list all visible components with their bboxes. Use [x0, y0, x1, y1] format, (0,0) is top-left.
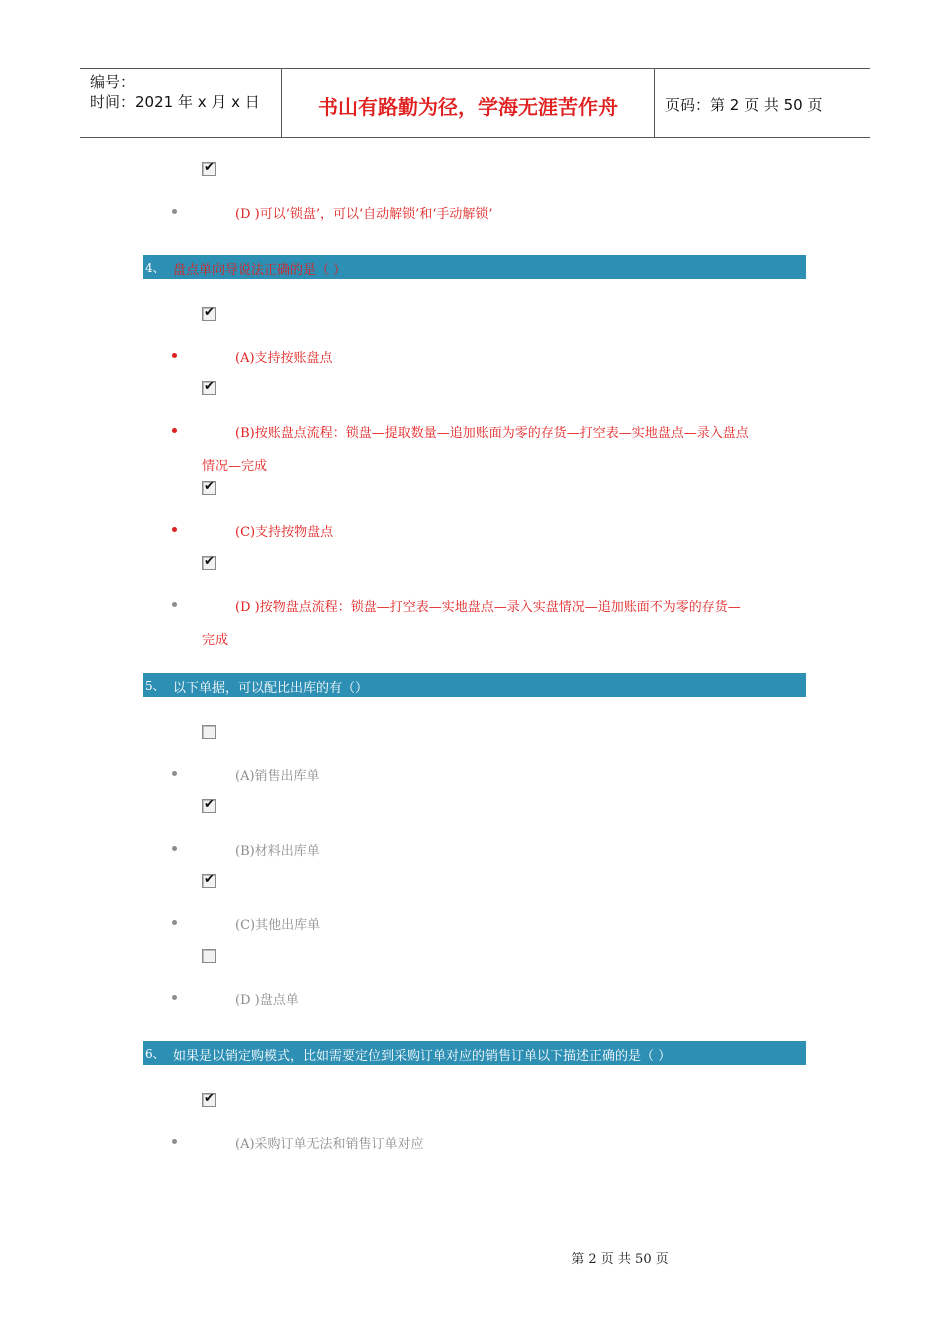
checkbox[interactable] — [202, 556, 216, 570]
document-time-label: 时间：2021 年 x 月 x 日 — [90, 93, 260, 111]
bullet-icon — [172, 353, 177, 358]
check-icon: ✔ — [204, 797, 215, 812]
check-icon: ✔ — [204, 1091, 215, 1106]
check-icon: ✔ — [204, 872, 215, 887]
question-bar-6 — [143, 1041, 806, 1065]
option-q4-b: (B)按账盘点流程：锁盘—提取数量—追加账面为零的存货—打空表—实地盘点—录入盘点 — [235, 426, 749, 441]
bullet-icon — [172, 527, 177, 532]
option-q4-c: (C)支持按物盘点 — [235, 525, 334, 540]
bullet-icon — [172, 1139, 177, 1144]
option-q5-d: (D )盘点单 — [235, 993, 299, 1008]
checkbox[interactable] — [202, 949, 216, 963]
option-q5-b: (B)材料出库单 — [235, 844, 320, 859]
page-footer: 第 2 页 共 50 页 — [571, 1252, 669, 1267]
bullet-icon — [172, 846, 177, 851]
option-q4-a: (A)支持按账盘点 — [235, 351, 333, 366]
question-bar-4 — [143, 255, 806, 279]
option-q4-d-continued: 完成 — [202, 633, 229, 648]
checkbox[interactable] — [202, 162, 216, 176]
header-motto: 书山有路勤为径，学海无涯苦作舟 — [318, 95, 618, 119]
question-bar-5 — [143, 673, 806, 697]
header-page-cell — [655, 69, 870, 137]
check-icon: ✔ — [204, 554, 215, 569]
option-q5-c: (C)其他出库单 — [235, 918, 321, 933]
question-text: 以下单据，可以配比出库的有（） — [173, 681, 369, 696]
question-text: 盘点单向导说法正确的是（ ） — [173, 263, 347, 278]
checkbox[interactable] — [202, 874, 216, 888]
bullet-icon — [172, 602, 177, 607]
checkbox[interactable] — [202, 381, 216, 395]
checkbox[interactable] — [202, 1093, 216, 1107]
header-info-cell — [80, 69, 282, 137]
bullet-icon — [172, 995, 177, 1000]
option-q4-b-continued: 情况—完成 — [202, 459, 268, 474]
checkbox[interactable] — [202, 307, 216, 321]
question-number: 5、 — [145, 679, 165, 693]
document-number-label: 编号： — [90, 73, 136, 91]
question-text: 如果是以销定购模式，比如需要定位到采购订单对应的销售订单以下描述正确的是（ ） — [173, 1049, 672, 1064]
option-q6-a: (A)采购订单无法和销售订单对应 — [235, 1137, 424, 1152]
check-icon: ✔ — [204, 479, 215, 494]
option-q4-d: (D )按物盘点流程：锁盘—打空表—实地盘点—录入实盘情况—追加账面不为零的存货— — [235, 600, 741, 615]
header-page-label: 页码：第 2 页 共 50 页 — [665, 96, 823, 114]
check-icon: ✔ — [204, 160, 215, 175]
check-icon: ✔ — [204, 305, 215, 320]
document-header — [80, 68, 870, 138]
bullet-icon — [172, 209, 177, 214]
checkbox[interactable] — [202, 481, 216, 495]
check-icon: ✔ — [204, 379, 215, 394]
checkbox[interactable] — [202, 725, 216, 739]
bullet-icon — [172, 428, 177, 433]
bullet-icon — [172, 771, 177, 776]
checkbox[interactable] — [202, 799, 216, 813]
bullet-icon — [172, 920, 177, 925]
option-q5-a: (A)销售出库单 — [235, 769, 320, 784]
header-motto-cell — [282, 69, 655, 137]
question-number: 6、 — [145, 1047, 165, 1061]
question-number: 4、 — [145, 261, 165, 275]
option-q3-d: (D )可以‘锁盘’，可以‘自动解锁’和‘手动解锁’ — [235, 207, 493, 222]
